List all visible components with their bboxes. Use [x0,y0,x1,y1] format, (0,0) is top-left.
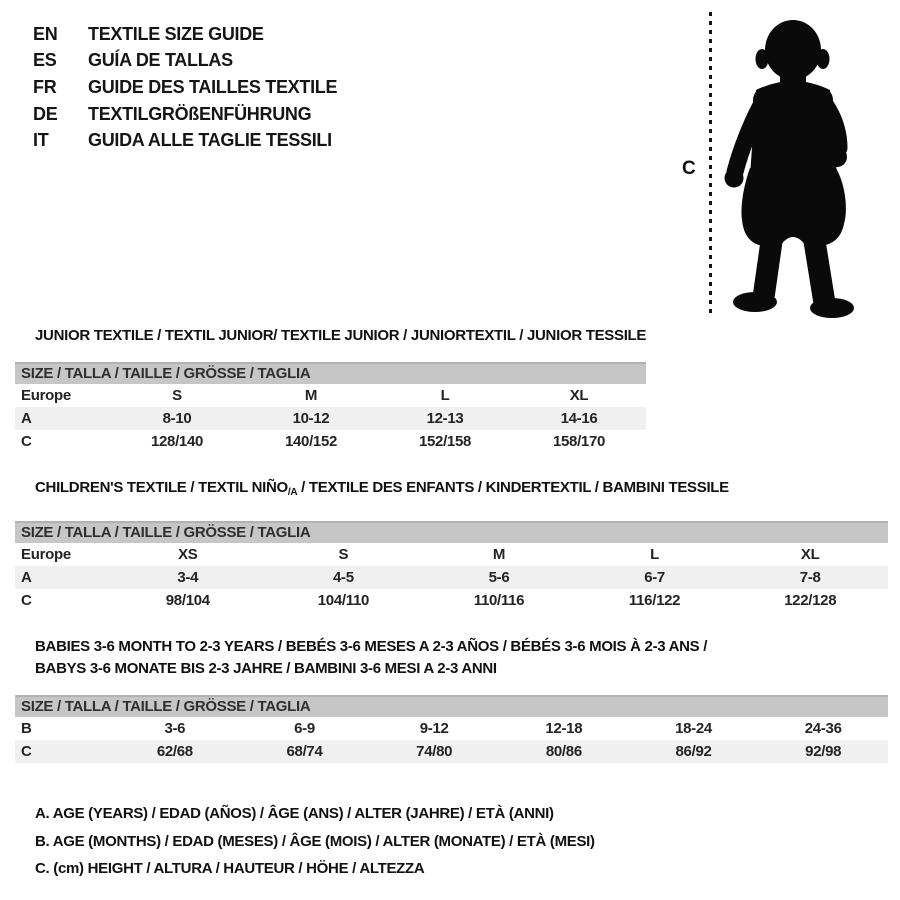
children-title-sub: /A [287,487,298,498]
language-label: TEXTILGRÖßENFÜHRUNG [88,103,312,124]
size-value-cell: 116/122 [628,592,681,609]
legend [35,800,595,883]
babies-title-line1: BABIES 3-6 MONTH TO 2-3 YEARS / BEBÉS 3-6 MESES A 2-3 AÑOS / BÉBÉS 3-6 MOIS À 2-3 ANS / [35,638,708,655]
children-title-post: / TEXTILE DES ENFANTS / KINDERTEXTIL / BAMBINI TESSILE [297,479,729,496]
size-value-cell: 80/86 [545,743,582,760]
size-value-cell: 110/116 [473,592,525,609]
size-value-cell: M [492,546,506,563]
size-header-bar: SIZE / TALLA / TAILLE / GRÖSSE / TAGLIA [15,695,888,717]
children-title-pre: CHILDREN'S TEXTILE / TEXTIL NIÑO [35,479,288,496]
language-row-fr [33,74,337,101]
size-value-cell: 68/74 [286,743,323,760]
size-value-cell: 8-10 [162,410,192,427]
junior-size-table [15,362,646,453]
language-row-en [33,21,337,48]
size-value-cell: XL [800,546,820,563]
children-size-table [15,521,888,612]
babies-size-table [15,695,888,763]
toddler-silhouette-icon [700,6,872,318]
size-value-cell: S [172,387,182,404]
table-row-europe [15,384,646,407]
size-value-cell: 6-7 [644,569,665,586]
junior-section-title: JUNIOR TEXTILE / TEXTIL JUNIOR/ TEXTILE JUNIOR / JUNIORTEXTIL / JUNIOR TESSILE [35,327,647,344]
language-code: IT [33,130,49,151]
row-label: A [21,410,32,427]
size-value-cell: M [304,387,318,404]
size-value-cell: 3-4 [177,569,199,586]
babies-section-title [35,636,735,680]
table-row-age [15,566,888,589]
language-code: DE [33,103,58,124]
size-value-cell: 128/140 [150,433,204,450]
size-value-cell: 92/98 [805,743,842,760]
height-measure-label: C [682,158,696,179]
size-value-cell: 9-12 [419,720,449,737]
size-value-cell: 122/128 [784,592,837,609]
row-label: C [21,743,32,760]
babies-title-line2: BABYS 3-6 MONATE BIS 2-3 JAHRE / BAMBINI 3-6 MESI A 2-3 ANNI [35,660,497,677]
language-row-de [33,101,337,128]
language-row-es [33,48,337,75]
size-value-cell: L [440,387,450,404]
size-value-cell: 152/158 [418,433,472,450]
size-value-cell: 86/92 [675,743,712,760]
size-value-cell: XL [569,387,589,404]
size-header-bar: SIZE / TALLA / TAILLE / GRÖSSE / TAGLIA [15,362,646,384]
size-value-cell: XS [178,546,198,563]
legend-line-a: A. AGE (YEARS) / EDAD (AÑOS) / ÂGE (ANS) / ALTER (JAHRE) / ETÀ (ANNI) [35,805,554,822]
size-value-cell: L [650,546,660,563]
table-row-height [15,589,888,612]
size-value-cell: 18-24 [675,720,712,737]
language-label: TEXTILE SIZE GUIDE [88,23,264,44]
legend-line-c: C. (cm) HEIGHT / ALTURA / HAUTEUR / HÖHE / ALTEZZA [35,860,425,877]
size-value-cell: 140/152 [284,433,338,450]
row-label: Europe [21,546,71,563]
table-row-height [15,430,646,453]
row-label: B [21,720,32,737]
language-label: GUIDE DES TAILLES TEXTILE [88,76,338,97]
size-value-cell: 158/170 [552,433,606,450]
size-value-cell: 62/68 [156,743,193,760]
language-label: GUÍA DE TALLAS [88,50,233,71]
table-row-europe [15,543,888,566]
size-value-cell: 10-12 [292,410,330,427]
size-value-cell: 98/104 [165,592,210,609]
size-value-cell: 5-6 [488,569,510,586]
size-value-cell: 4-5 [333,569,354,586]
size-value-cell: 74/80 [416,743,453,760]
table-row-age-months [15,717,888,740]
row-label: C [21,433,32,450]
size-value-cell: 12-18 [545,720,583,737]
table-row-height [15,740,888,763]
language-code: FR [33,76,57,97]
size-value-cell: 24-36 [804,720,842,737]
language-list [33,21,337,154]
children-section-title [35,479,729,502]
size-value-cell: 6-9 [294,720,315,737]
legend-line-b: B. AGE (MONTHS) / EDAD (MESES) / ÂGE (MOIS) / ALTER (MONATE) / ETÀ (MESI) [35,832,595,850]
table-row-age [15,407,646,430]
size-value-cell: 12-13 [426,410,464,427]
language-code: EN [33,23,58,44]
size-header-bar: SIZE / TALLA / TAILLE / GRÖSSE / TAGLIA [15,521,888,543]
size-value-cell: 3-6 [164,720,186,737]
language-code: ES [33,50,57,71]
row-label: C [21,592,32,609]
row-label: Europe [21,387,71,404]
size-value-cell: 104/110 [317,592,370,609]
language-label: GUIDA ALLE TAGLIE TESSILI [88,130,332,151]
size-value-cell: 7-8 [799,569,821,586]
language-row-it [33,127,337,154]
size-value-cell: S [338,546,349,563]
size-value-cell: 14-16 [560,410,598,427]
row-label: A [21,569,32,586]
